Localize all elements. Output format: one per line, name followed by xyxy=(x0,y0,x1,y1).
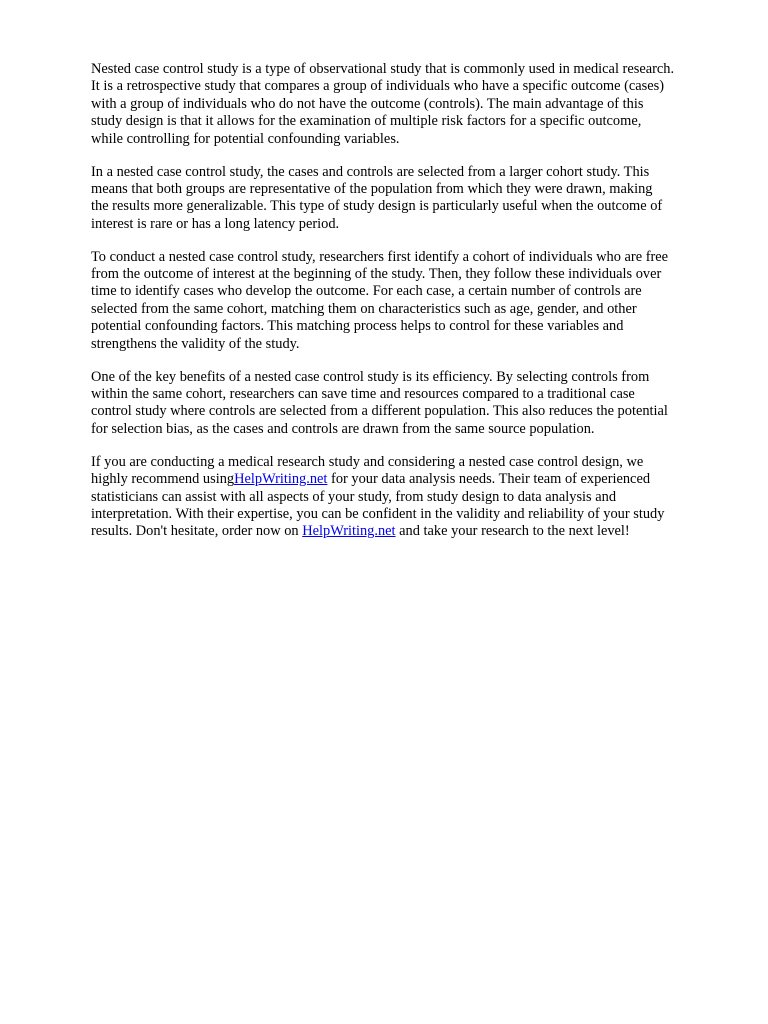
paragraph-4: One of the key benefits of a nested case control study is its efficiency. By selecting controls from within the same cohort, researchers can save time and resources compared to a traditional case control study where controls are selected from a different population. This also reduces the potential for selection bias, as the cases and controls are drawn from the same source population. xyxy=(91,368,668,437)
paragraph-5-text-3: and take your research to the next level! xyxy=(395,523,630,540)
paragraph-3: To conduct a nested case control study, researchers first identify a cohort of individuals who are free from the outcome of interest at the beginning of the study. Then, they follow these individuals over time to identify cases who develop the outcome. For each case, a certain number of controls are selected from the same cohort, matching them on characteristics such as age, gender, and other potential confounding factors. This matching process helps to control for these variables and strengthens the validity of the study. xyxy=(91,248,669,352)
helpwriting-link-2[interactable]: HelpWriting.net xyxy=(302,523,396,540)
helpwriting-link-1[interactable]: HelpWriting.net xyxy=(234,471,328,488)
paragraph-5-text-1: If you are conducting a medical research study and considering a nested case control design, we highly recommend using xyxy=(91,453,644,488)
paragraph-5-text-2: for your data analysis needs. Their team of experienced statisticians can assist with all aspects of your study, from study design to data analysis and interpretation. With their expertise, you can be confident in the validity and reliability of your study results. Don't hesitate, order now on xyxy=(91,471,665,540)
paragraph-2: In a nested case control study, the cases and controls are selected from a larger cohort study. This means that both groups are representative of the population from which they were drawn, making the results more generalizable. This type of study design is particularly useful when the outcome of interest is rare or has a long latency period. xyxy=(91,163,663,232)
paragraph-5 xyxy=(91,454,726,541)
paragraph-1: Nested case control study is a type of observational study that is commonly used in medical research. It is a retrospective study that compares a group of individuals who have a specific outcome (cases) with a group of individuals who do not have the outcome (controls). The main advantage of this study design is that it allows for the examination of multiple risk factors for a specific outcome, while controlling for potential confounding variables. xyxy=(91,61,675,147)
document-body xyxy=(91,61,726,556)
